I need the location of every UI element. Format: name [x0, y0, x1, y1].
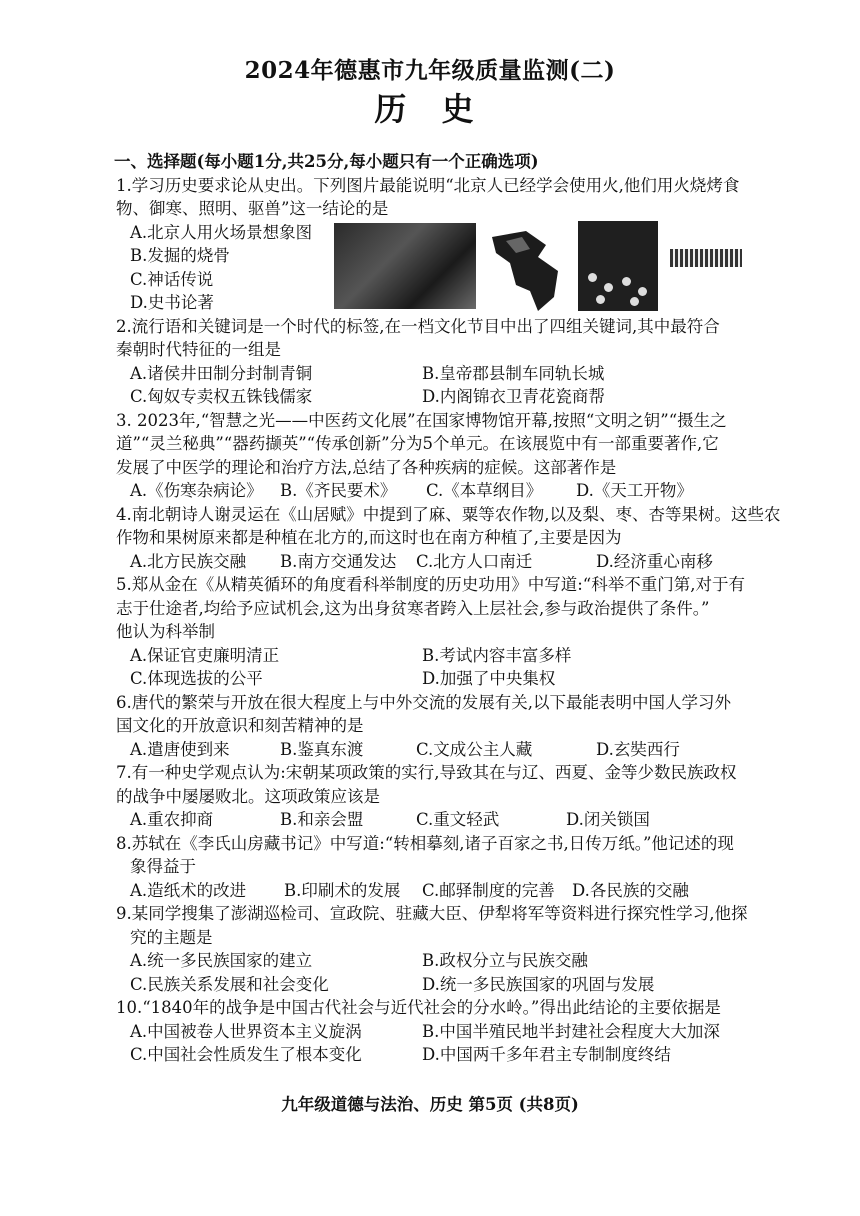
question-1 [116, 174, 836, 315]
option-b: B.《齐民要术》 [280, 481, 397, 500]
myth-illustration-image [578, 221, 658, 311]
option-c: C.中国社会性质发生了根本变化 [130, 1045, 362, 1064]
question-stem: 8.苏轼在《李氏山房藏书记》中写道:“转相摹刻,诸子百家之书,日传万纸。”他记述的现 [116, 833, 734, 853]
option-c: C.匈奴专卖权五铢钱儒家 [130, 387, 313, 406]
option-b: B.南方交通发达 [280, 551, 397, 571]
question-8 [116, 832, 836, 903]
option-a: A.北京人用火场景想象图 [130, 222, 313, 242]
option-c: C.体现选拔的公平 [130, 669, 263, 688]
subject-heading: 历 史 [374, 90, 486, 128]
option-c: C.文成公主人藏 [416, 739, 533, 759]
option-a: A.遣唐使到来 [130, 739, 230, 759]
option-a: A.中国被卷人世界资本主义旋涡 [130, 1021, 362, 1041]
question-stem: 国文化的开放意识和刻苦精神的是 [116, 716, 364, 735]
question-9 [116, 902, 836, 996]
question-stem: 物、御寒、照明、驱兽”这一结论的是 [116, 199, 389, 218]
question-stem: 5.郑从金在《从精英循环的角度看科举制度的历史功用》中写道:“科举不重门第,对于有 [116, 575, 745, 594]
question-7 [116, 761, 836, 832]
option-a: A.保证官吏廉明清正 [130, 645, 280, 665]
option-d: D.统一多民族国家的巩固与发展 [422, 974, 655, 994]
option-d: D.内阁锦衣卫青花瓷商帮 [422, 387, 605, 406]
question-stem: 究的主题是 [130, 927, 213, 947]
option-c: C.《本草纲目》 [426, 481, 543, 500]
fire-scene-image [334, 223, 476, 309]
book-text-image [670, 249, 742, 267]
option-a: A.北方民族交融 [130, 551, 247, 571]
question-stem: 3. 2023年,“智慧之光——中医药文化展”在国家博物馆开幕,按照“文明之钥”“摄生之 [116, 410, 727, 430]
option-c: C.神话传说 [130, 269, 214, 289]
question-3 [116, 409, 836, 503]
option-b: B.鉴真东渡 [280, 739, 364, 759]
option-b: B.考试内容丰富多样 [422, 645, 572, 665]
option-b: B.印刷术的发展 [284, 880, 401, 900]
option-d: D.经济重心南移 [596, 551, 713, 571]
option-a: A.《伤寒杂病论》 [130, 481, 263, 500]
question-2 [116, 315, 836, 409]
option-c: C.民族关系发展和社会变化 [130, 974, 329, 994]
question-stem: 发展了中医学的理论和治疗方法,总结了各种疾病的症候。这部著作是 [116, 457, 617, 477]
question-stem: 象得益于 [130, 857, 196, 876]
option-d: D.《天工开物》 [576, 481, 693, 500]
option-b: B.和亲会盟 [280, 810, 364, 829]
question-stem: 7.有一种史学观点认为:宋朝某项政策的实行,导致其在与辽、西夏、金等少数民族政权 [116, 763, 737, 782]
burnt-bone-image [486, 227, 572, 313]
option-a: A.重农抑商 [130, 810, 214, 829]
option-a: A.诸侯井田制分封制青铜 [130, 363, 313, 383]
option-d: D.各民族的交融 [572, 880, 689, 900]
option-c: C.邮驿制度的完善 [422, 880, 555, 900]
option-d: D.玄奘西行 [596, 739, 680, 759]
question-stem: 的战争中屡屡败北。这项政策应该是 [116, 786, 380, 806]
question-stem: 10.“1840年的战争是中国古代社会与近代社会的分水岭。”得出此结论的主要依据是 [116, 998, 721, 1017]
option-a: A.造纸术的改进 [130, 880, 247, 900]
option-b: B.皇帝郡县制车同轨长城 [422, 363, 605, 383]
option-b: B.发掘的烧骨 [130, 246, 230, 265]
question-stem: 2.流行语和关键词是一个时代的标签,在一档文化节目中出了四组关键词,其中最符合 [116, 316, 720, 336]
exam-title: 2024年德惠市九年级质量监测(二) [244, 57, 616, 84]
question-list [116, 150, 836, 1067]
option-d: D.闭关锁国 [566, 810, 650, 829]
question-stem: 道”“灵兰秘典”“器药撷英”“传承创新”分为5个单元。在该展览中有一部重要著作,它 [116, 434, 719, 453]
option-b: B.中国半殖民地半封建社会程度大大加深 [422, 1021, 720, 1041]
option-d: D.加强了中央集权 [422, 669, 556, 688]
question-4 [116, 503, 836, 574]
question-stem: 6.唐代的繁荣与开放在很大程度上与中外交流的发展有关,以下最能表明中国人学习外 [116, 692, 731, 712]
question-stem: 作物和果树原来都是种植在北方的,而这时也在南方种植了,主要是因为 [116, 528, 622, 547]
question-10 [116, 996, 836, 1067]
question-6 [116, 691, 836, 762]
question-stem: 秦朝时代特征的一组是 [116, 340, 281, 359]
option-d: D.中国两千多年君主专制制度终结 [422, 1045, 671, 1064]
question-stem: 4.南北朝诗人谢灵运在《山居赋》中提到了麻、粟等农作物,以及梨、枣、杏等果树。这些农 [116, 504, 781, 524]
option-d: D.史书论著 [130, 293, 214, 312]
question-stem: 他认为科举制 [116, 622, 215, 641]
question-5 [116, 573, 836, 691]
question-stem: 9.某同学搜集了澎湖巡检司、宣政院、驻藏大臣、伊犁将军等资料进行探究性学习,他探 [116, 904, 748, 923]
option-c: C.北方人口南迁 [416, 551, 533, 571]
option-c: C.重文轻武 [416, 810, 500, 829]
option-b: B.政权分立与民族交融 [422, 951, 588, 970]
section-heading: 一、选择题(每小题1分,共25分,每小题只有一个正确选项) [114, 152, 539, 171]
question-stem: 1.学习历史要求论从史出。下列图片最能说明“北京人已经学会使用火,他们用火烧烤食 [116, 175, 740, 195]
page-footer: 九年级道德与法治、历史 第5页 (共8页) [281, 1095, 579, 1114]
option-a: A.统一多民族国家的建立 [130, 951, 313, 970]
question-stem: 志于仕途者,均给予应试机会,这为出身贫寒者跨入上层社会,参与政治提供了条件。” [116, 598, 710, 618]
